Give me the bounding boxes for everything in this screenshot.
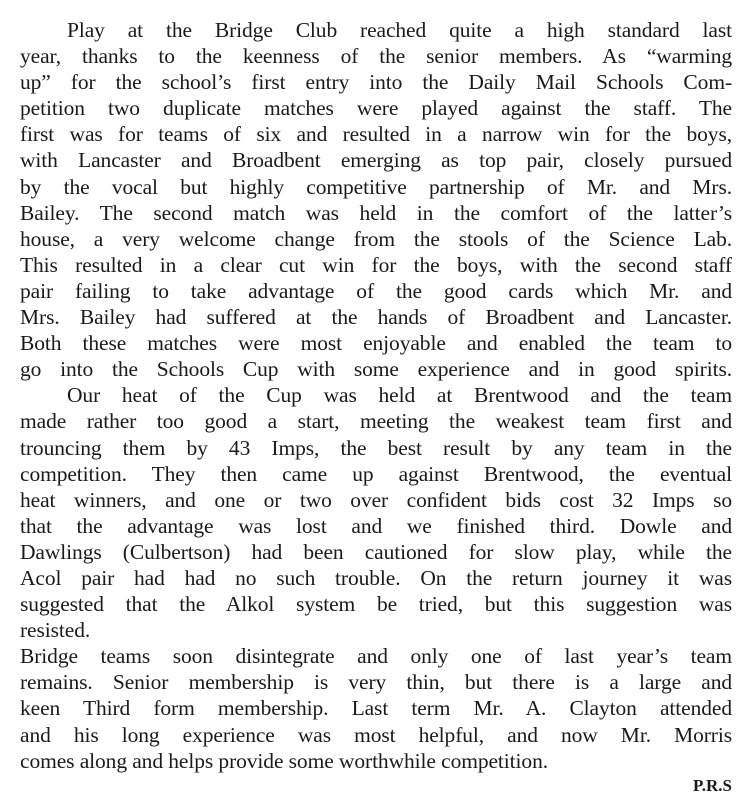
text-line: Mrs. Bailey had suffered at the hands of Broadbent and Lancaster.: [20, 305, 732, 330]
text-line: made rather too good a start, meeting the weakest team first and: [20, 409, 732, 434]
text-line: Play at the Bridge Club reached quite a high standard last: [67, 18, 732, 42]
text-line: go into the Schools Cup with some experience and in good spirits.: [20, 357, 732, 382]
text-line: and his long experience was most helpful, and now Mr. Morris: [20, 722, 732, 747]
text-line: by the vocal but highly competitive partnership of Mr. and Mrs.: [20, 174, 732, 199]
text-line: Bridge teams soon disintegrate and only one of last year’s team: [20, 644, 732, 669]
text-line: trouncing them by 43 Imps, the best result by any team in the: [20, 435, 732, 460]
text-line: heat winners, and one or two over confident bids cost 32 Imps so: [20, 487, 732, 512]
paragraph-3: [20, 643, 732, 773]
article: [20, 17, 732, 798]
text-line: with Lancaster and Broadbent emerging as top pair, closely pursued: [20, 148, 732, 173]
text-line: pair failing to take advantage of the good cards which Mr. and: [20, 278, 732, 303]
text-line: year, thanks to the keenness of the senior members. As “warming: [20, 44, 732, 69]
text-line: competition. They then came up against Brentwood, the eventual: [20, 461, 732, 486]
text-line: resisted.: [20, 618, 91, 643]
text-line: comes along and helps provide some worthwhile competition.: [20, 748, 549, 773]
text-line: This resulted in a clear cut win for the boys, with the second staff: [20, 252, 732, 277]
signature: P.R.S: [692, 775, 732, 795]
text-line: Bailey. The second match was held in the comfort of the latter’s: [20, 200, 732, 225]
paragraph-1: [20, 17, 732, 382]
text-line: house, a very welcome change from the stools of the Science Lab.: [20, 226, 732, 251]
text-line: first was for teams of six and resulted in a narrow win for the boys,: [20, 122, 732, 147]
text-line: suggested that the Alkol system be tried, but this suggestion was: [20, 592, 732, 617]
paragraph-2: [20, 382, 732, 643]
text-line: petition two duplicate matches were played against the staff. The: [20, 96, 732, 121]
text-line: that the advantage was lost and we finished third. Dowle and: [20, 513, 732, 538]
text-line: Dawlings (Culbertson) had been cautioned for slow play, while the: [20, 539, 732, 564]
text-line: Our heat of the Cup was held at Brentwood and the team: [67, 383, 732, 408]
text-line: Both these matches were most enjoyable and enabled the team to: [20, 331, 732, 356]
text-line: keen Third form membership. Last term Mr. A. Clayton attended: [20, 696, 732, 721]
text-line: remains. Senior membership is very thin, but there is a large and: [20, 670, 732, 695]
text-line: up” for the school’s first entry into the Daily Mail Schools Com-: [20, 70, 732, 95]
text-line: Acol pair had had no such trouble. On the return journey it was: [20, 565, 732, 590]
